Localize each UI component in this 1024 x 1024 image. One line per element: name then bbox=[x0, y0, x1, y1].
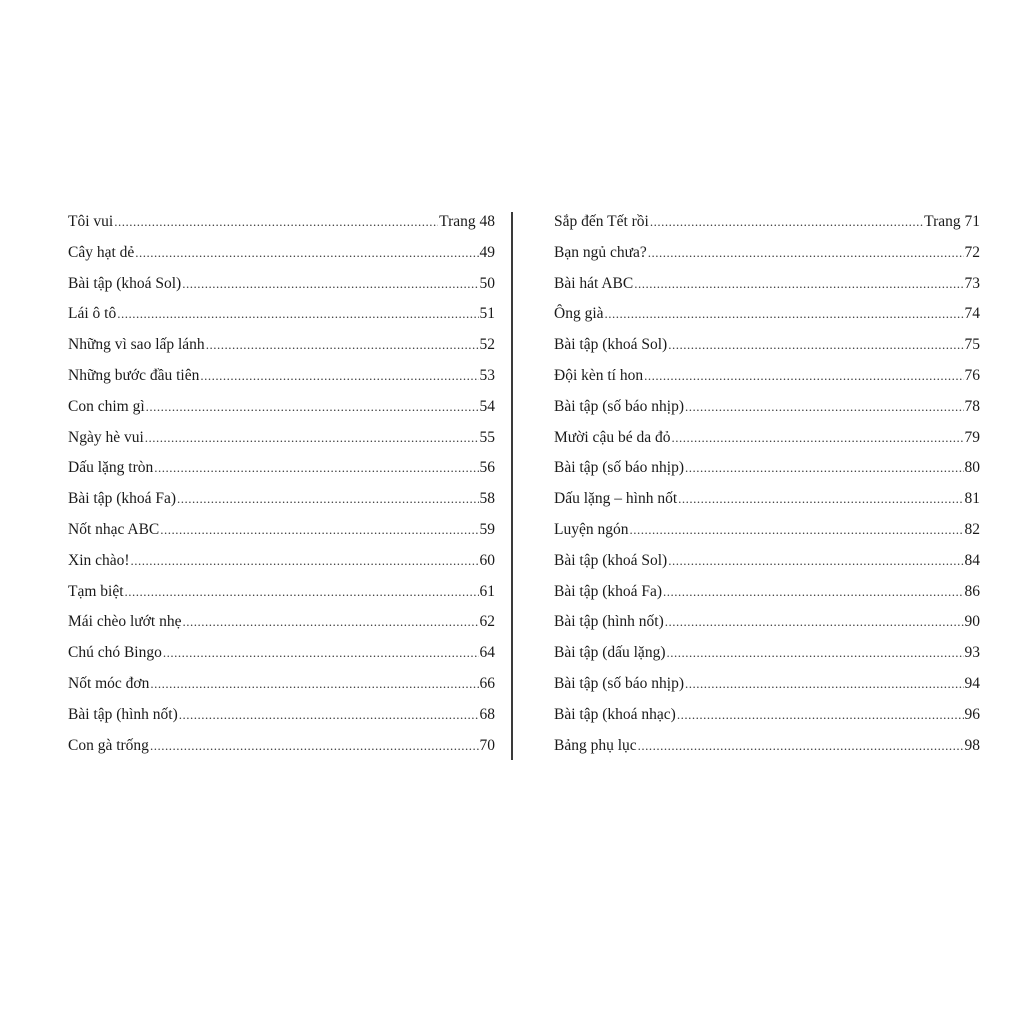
toc-entry-title: Xin chào! bbox=[68, 551, 130, 569]
dot-leader bbox=[678, 484, 963, 515]
toc-entry-title: Mười cậu bé da đỏ bbox=[554, 428, 671, 446]
toc-entry bbox=[554, 577, 980, 608]
toc-entry-page: 84 bbox=[964, 551, 980, 569]
toc-entry bbox=[68, 607, 495, 638]
toc-entry-title: Mái chèo lướt nhẹ bbox=[68, 613, 182, 631]
dot-leader bbox=[671, 423, 963, 454]
toc-entry bbox=[554, 607, 980, 638]
toc-entry-title: Bài tập (khoá Fa) bbox=[68, 490, 177, 508]
toc-left-column bbox=[68, 207, 495, 761]
dot-leader bbox=[648, 238, 964, 269]
toc-entry-title: Cây hạt dẻ bbox=[68, 243, 135, 261]
dot-leader bbox=[206, 330, 479, 361]
toc-entry-title: Bài tập (khoá Sol) bbox=[554, 336, 668, 354]
toc-entry bbox=[554, 638, 980, 669]
column-divider bbox=[511, 212, 513, 760]
dot-leader bbox=[179, 700, 479, 731]
toc-entry-title: Bài tập (khoá Sol) bbox=[68, 274, 182, 292]
toc-entry-page: 93 bbox=[964, 644, 980, 662]
toc-entry-page: 75 bbox=[964, 336, 980, 354]
toc-entry-title: Bài tập (khoá nhạc) bbox=[554, 705, 676, 723]
toc-entry-page: 80 bbox=[964, 459, 980, 477]
toc-entry bbox=[68, 299, 495, 330]
toc-entry-title: Bài tập (số báo nhịp) bbox=[554, 674, 685, 692]
dot-leader bbox=[634, 269, 963, 300]
toc-entry-title: Ông già bbox=[554, 305, 604, 323]
toc-entry-page: 66 bbox=[479, 674, 495, 692]
toc-entry bbox=[554, 700, 980, 731]
dot-leader bbox=[663, 577, 963, 608]
toc-entry-page: 53 bbox=[479, 366, 495, 384]
toc-entry-page: 68 bbox=[479, 705, 495, 723]
toc-entry bbox=[68, 453, 495, 484]
toc-entry bbox=[68, 330, 495, 361]
toc-entry-title: Nốt móc đơn bbox=[68, 674, 150, 692]
dot-leader bbox=[150, 731, 479, 762]
toc-entry-title: Bài tập (dấu lặng) bbox=[554, 644, 666, 662]
toc-entry-page: 50 bbox=[479, 274, 495, 292]
toc-entry-page: 52 bbox=[479, 336, 495, 354]
dot-leader bbox=[666, 638, 963, 669]
dot-leader bbox=[605, 299, 964, 330]
toc-entry-page: Trang 71 bbox=[924, 213, 980, 230]
dot-leader bbox=[685, 392, 963, 423]
dot-leader bbox=[668, 546, 963, 577]
toc-entry-title: Đội kèn tí hon bbox=[554, 366, 644, 384]
toc-entry bbox=[68, 546, 495, 577]
toc-entry bbox=[554, 392, 980, 423]
toc-entry bbox=[68, 361, 495, 392]
toc-entry-page: 54 bbox=[479, 397, 495, 415]
toc-entry-page: 73 bbox=[964, 274, 980, 292]
toc-entry bbox=[554, 484, 980, 515]
toc-entry bbox=[554, 269, 980, 300]
toc-entry bbox=[68, 238, 495, 269]
dot-leader bbox=[650, 207, 923, 238]
toc-entry-page: 59 bbox=[479, 520, 495, 538]
toc-entry bbox=[68, 484, 495, 515]
toc-entry bbox=[68, 577, 495, 608]
toc-entry bbox=[554, 453, 980, 484]
toc-entry-title: Con chim gì bbox=[68, 397, 145, 415]
toc-entry bbox=[68, 638, 495, 669]
dot-leader bbox=[685, 669, 963, 700]
toc-entry-title: Tôi vui bbox=[68, 213, 114, 230]
toc-entry-page: 79 bbox=[964, 428, 980, 446]
toc-entry-title: Ngày hè vui bbox=[68, 428, 144, 446]
toc-entry-page: 60 bbox=[479, 551, 495, 569]
toc-entry-title: Tạm biệt bbox=[68, 582, 124, 600]
toc-entry bbox=[554, 330, 980, 361]
toc-entry-title: Những vì sao lấp lánh bbox=[68, 336, 205, 354]
dot-leader bbox=[145, 423, 479, 454]
toc-entry bbox=[554, 669, 980, 700]
toc-entry-title: Dấu lặng tròn bbox=[68, 459, 154, 477]
toc-entry-page: 94 bbox=[964, 674, 980, 692]
toc-entry bbox=[68, 269, 495, 300]
dot-leader bbox=[154, 453, 478, 484]
toc-entry-title: Chú chó Bingo bbox=[68, 644, 162, 662]
dot-leader bbox=[177, 484, 478, 515]
dot-leader bbox=[163, 638, 479, 669]
dot-leader bbox=[150, 669, 478, 700]
toc-entry-title: Bài tập (số báo nhịp) bbox=[554, 397, 685, 415]
toc-entry-title: Nốt nhạc ABC bbox=[68, 520, 160, 538]
toc-entry-title: Sắp đến Tết rồi bbox=[554, 213, 649, 230]
toc-entry-title: Bài tập (số báo nhịp) bbox=[554, 459, 685, 477]
toc-entry-title: Luyện ngón bbox=[554, 520, 629, 538]
toc-entry-page: 51 bbox=[479, 305, 495, 323]
dot-leader bbox=[182, 269, 478, 300]
toc-entry bbox=[68, 207, 495, 238]
dot-leader bbox=[644, 361, 963, 392]
toc-entry-page: Trang 48 bbox=[439, 213, 495, 230]
dot-leader bbox=[638, 731, 964, 762]
dot-leader bbox=[685, 453, 963, 484]
toc-entry-title: Bài tập (hình nốt) bbox=[68, 705, 178, 723]
toc-entry-page: 81 bbox=[964, 490, 980, 508]
toc-entry bbox=[554, 361, 980, 392]
toc-entry-page: 74 bbox=[964, 305, 980, 323]
toc-entry bbox=[68, 669, 495, 700]
toc-entry bbox=[554, 207, 980, 238]
toc-entry-title: Con gà trống bbox=[68, 736, 149, 754]
dot-leader bbox=[182, 607, 478, 638]
toc-entry-page: 61 bbox=[479, 582, 495, 600]
dot-leader bbox=[665, 607, 964, 638]
dot-leader bbox=[677, 700, 964, 731]
toc-entry-page: 55 bbox=[479, 428, 495, 446]
toc-right-column bbox=[554, 207, 980, 761]
toc-entry-page: 82 bbox=[964, 520, 980, 538]
toc-entry bbox=[68, 700, 495, 731]
toc-entry bbox=[68, 731, 495, 762]
toc-entry-page: 72 bbox=[964, 243, 980, 261]
toc-entry-page: 98 bbox=[964, 736, 980, 754]
toc-entry-title: Bài tập (hình nốt) bbox=[554, 613, 664, 631]
toc-entry-title: Bạn ngủ chưa? bbox=[554, 243, 647, 261]
toc-entry bbox=[68, 515, 495, 546]
dot-leader bbox=[146, 392, 479, 423]
dot-leader bbox=[131, 546, 479, 577]
toc-entry-page: 78 bbox=[964, 397, 980, 415]
toc-entry-page: 62 bbox=[479, 613, 495, 631]
dot-leader bbox=[125, 577, 479, 608]
toc-entry bbox=[554, 515, 980, 546]
toc-entry-title: Bảng phụ lục bbox=[554, 736, 637, 754]
toc-entry bbox=[554, 299, 980, 330]
dot-leader bbox=[160, 515, 478, 546]
toc-entry bbox=[554, 546, 980, 577]
toc-entry-title: Dấu lặng – hình nốt bbox=[554, 490, 678, 508]
dot-leader bbox=[629, 515, 963, 546]
toc-entry-title: Bài tập (khoá Fa) bbox=[554, 582, 663, 600]
toc-entry-page: 90 bbox=[964, 613, 980, 631]
toc-entry-title: Những bước đầu tiên bbox=[68, 366, 200, 384]
toc-entry-page: 58 bbox=[479, 490, 495, 508]
toc-entry bbox=[554, 238, 980, 269]
toc-entry-page: 96 bbox=[964, 705, 980, 723]
toc-entry-title: Bài hát ABC bbox=[554, 274, 634, 292]
toc-entry-page: 70 bbox=[479, 736, 495, 754]
toc-entry-page: 76 bbox=[964, 366, 980, 384]
toc-entry-page: 49 bbox=[479, 243, 495, 261]
toc-entry bbox=[554, 423, 980, 454]
toc-entry-page: 86 bbox=[964, 582, 980, 600]
toc-entry-page: 64 bbox=[479, 644, 495, 662]
toc-entry-title: Bài tập (khoá Sol) bbox=[554, 551, 668, 569]
toc-entry-page: 56 bbox=[479, 459, 495, 477]
toc-entry-title: Lái ô tô bbox=[68, 305, 117, 323]
toc-entry bbox=[554, 731, 980, 762]
dot-leader bbox=[200, 361, 478, 392]
dot-leader bbox=[117, 299, 478, 330]
dot-leader bbox=[114, 207, 438, 238]
toc-entry bbox=[68, 423, 495, 454]
dot-leader bbox=[668, 330, 963, 361]
toc-entry bbox=[68, 392, 495, 423]
dot-leader bbox=[135, 238, 478, 269]
